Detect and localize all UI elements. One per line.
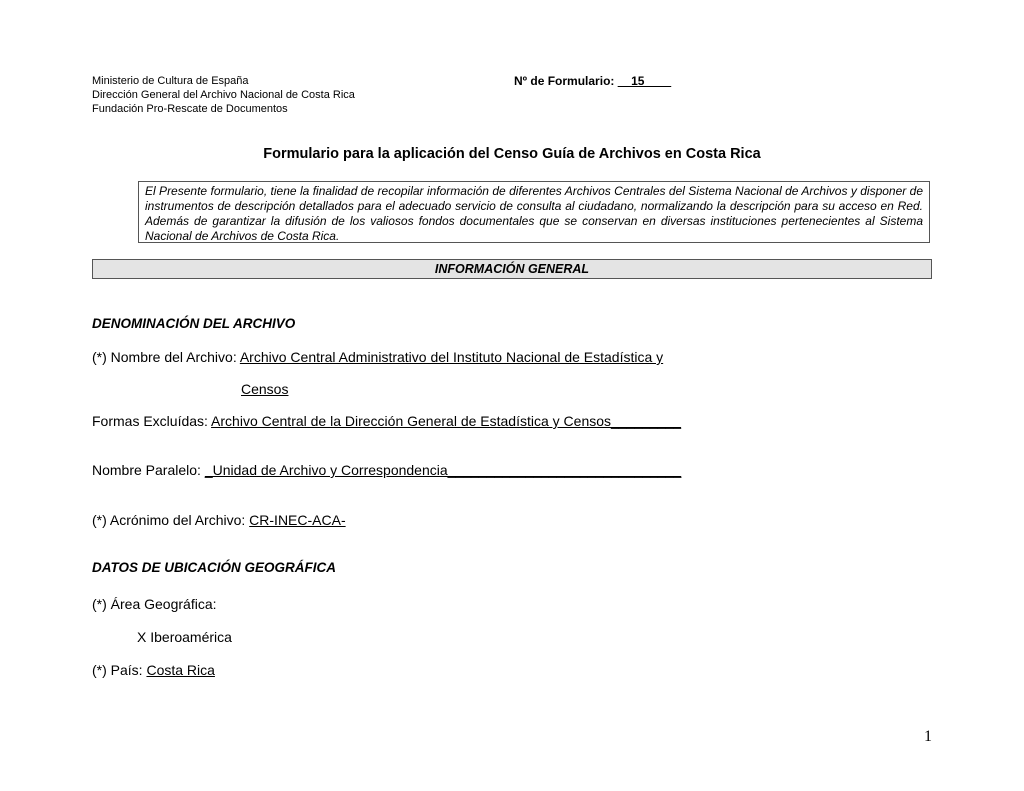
nombre-value-cont[interactable]: Censos (241, 381, 289, 397)
form-number-value: __15____ (617, 74, 672, 88)
section-bar-general-info: INFORMACIÓN GENERAL (92, 259, 932, 279)
field-nombre-archivo (92, 349, 663, 365)
field-formas-excluidas (92, 413, 681, 429)
field-acronimo (92, 512, 346, 528)
acronimo-label: (*) Acrónimo del Archivo: (92, 512, 250, 528)
nombre-label: (*) Nombre del Archivo: (92, 349, 240, 365)
pais-label: (*) País: (92, 662, 147, 678)
page-title: Formulario para la aplicación del Censo Guía de Archivos en Costa Rica (263, 146, 761, 162)
pais-value[interactable]: Costa Rica (146, 662, 215, 678)
field-area-value[interactable]: X Iberoamérica (137, 629, 232, 645)
nombre-value[interactable]: Archivo Central Administrativo del Instituto Nacional de Estadística y (239, 349, 664, 365)
formas-label: Formas Excluídas: (92, 413, 212, 429)
intro-box: El Presente formulario, tiene la finalidad de recopilar información de diferentes Archivos Centrales del Sistema Nacional de Archivos y disponer de instrumentos de descripción detallados para el adecuado servicio de consulta al ciudadano, normalizando la descripción para su acceso en Red. Además de garantizar la difusión de los valiosos fondos documentales que se conservan en diversas instituciones pertenecientes al Sistema Nacional de Archivos de Costa Rica. (138, 181, 930, 243)
acronimo-value[interactable]: CR-INEC-ACA- (249, 512, 346, 528)
form-number (514, 74, 671, 88)
field-nombre-archivo-cont (241, 381, 288, 397)
header-direction: Dirección General del Archivo Nacional de Costa Rica (92, 89, 355, 101)
page-number: 1 (924, 728, 932, 745)
header-foundation: Fundación Pro-Rescate de Documentos (92, 103, 288, 115)
heading-ubicacion: DATOS DE UBICACIÓN GEOGRÁFICA (92, 560, 337, 575)
field-nombre-paralelo (92, 462, 681, 478)
heading-denominacion: DENOMINACIÓN DEL ARCHIVO (92, 316, 296, 331)
field-pais (92, 662, 215, 678)
paralelo-value[interactable]: _Unidad de Archivo y Correspondencia______________________________ (204, 462, 682, 478)
formas-value[interactable]: Archivo Central de la Dirección General de Estadística y Censos_________ (211, 413, 682, 429)
form-number-label: Nº de Formulario: (514, 74, 618, 88)
field-area-label: (*) Área Geográfica: (92, 596, 217, 612)
header-ministry: Ministerio de Cultura de España (92, 75, 249, 87)
paralelo-label: Nombre Paralelo: (92, 462, 205, 478)
